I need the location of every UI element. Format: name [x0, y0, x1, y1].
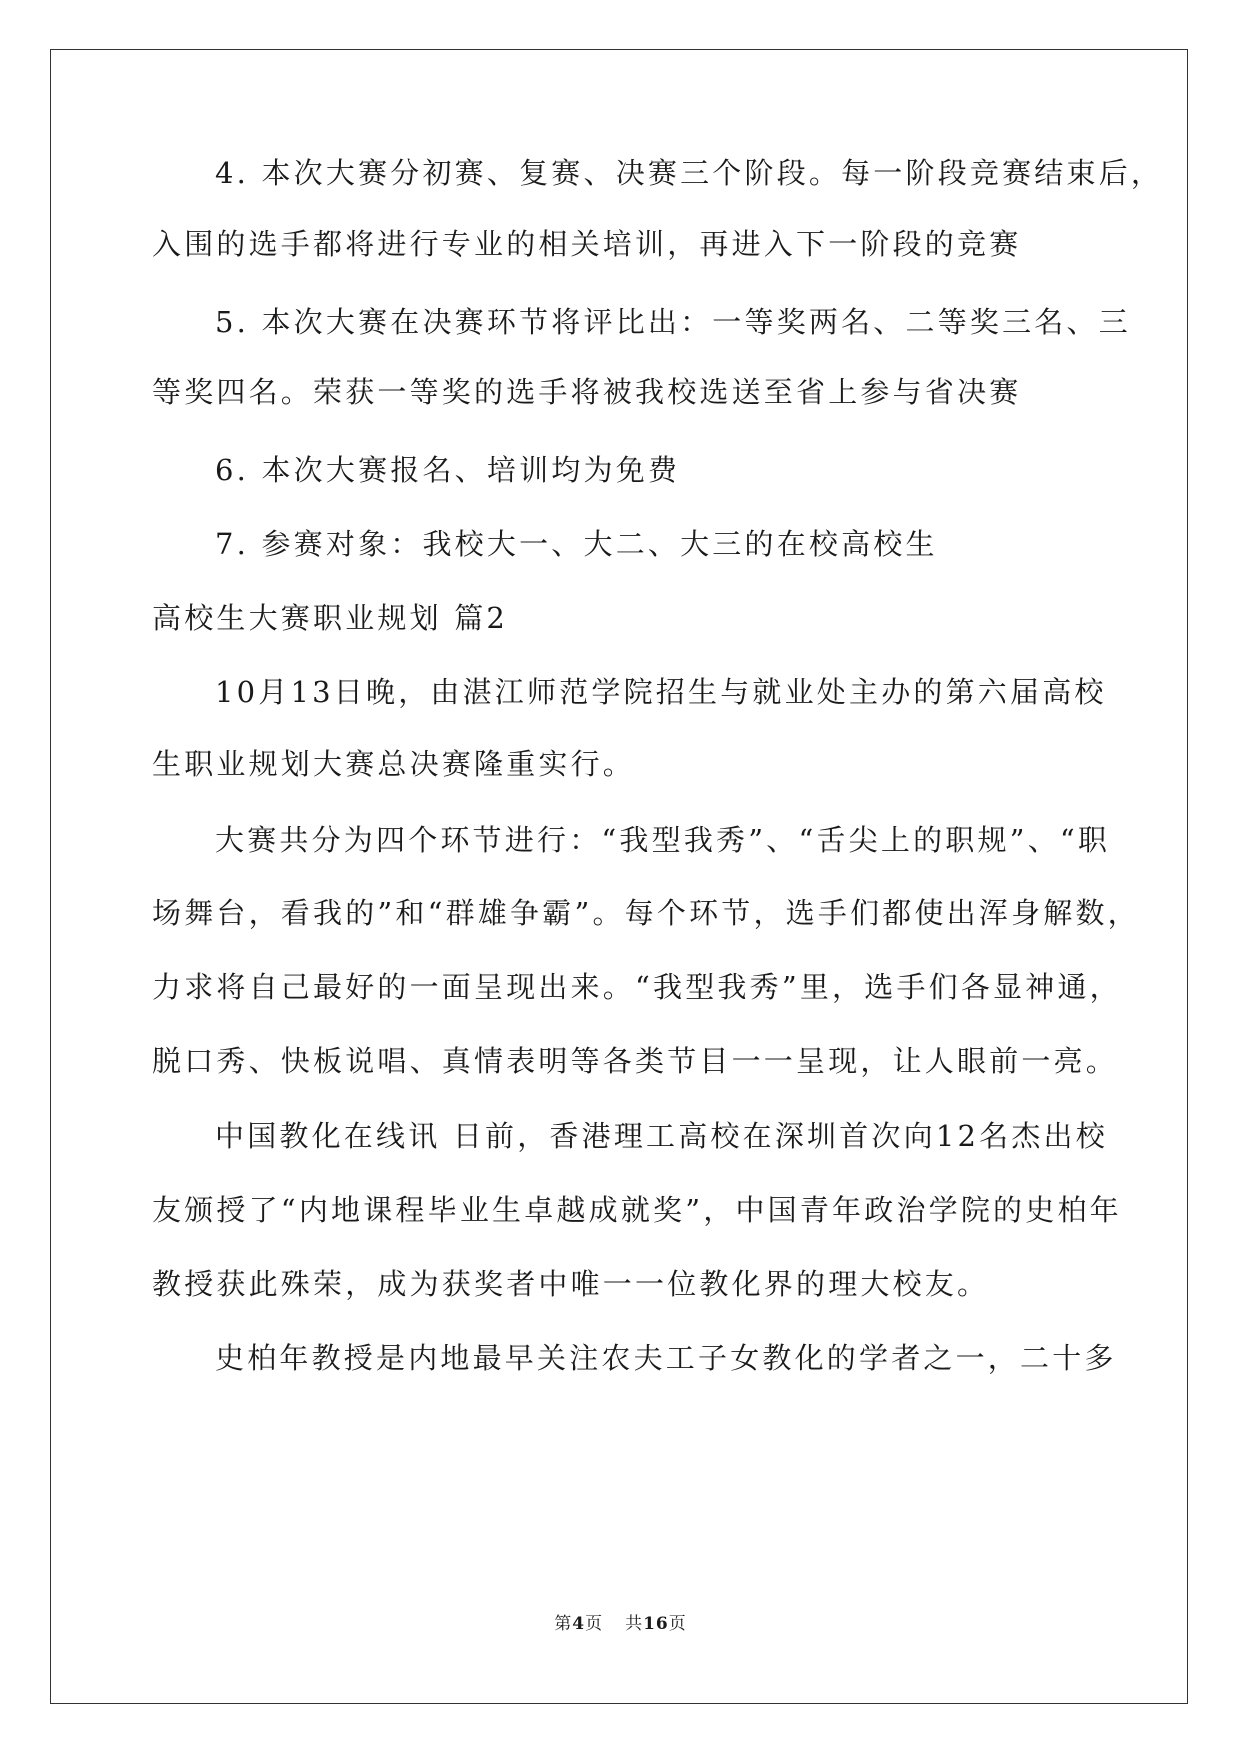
- footer-page-prefix: 第: [554, 1614, 573, 1634]
- page-footer: [0, 1612, 1241, 1636]
- paragraph-line: 友颁授了“内地课程毕业生卓越成就奖”，中国青年政治学院的史柏年: [152, 1193, 1122, 1227]
- paragraph-line: 生职业规划大赛总决赛隆重实行。: [152, 747, 636, 781]
- paragraph-line: 等奖四名。荣获一等奖的选手将被我校选送至省上参与省决赛: [152, 375, 1022, 409]
- paragraph-line: 大赛共分为四个环节进行：“我型我秀”、“舌尖上的职规”、“职: [215, 823, 1111, 857]
- paragraph-line: 10月13日晚，由湛江师范学院招生与就业处主办的第六届高校: [215, 675, 1107, 709]
- paragraph-line: 脱口秀、快板说唱、真情表明等各类节目一一呈现，让人眼前一亮。: [152, 1044, 1119, 1078]
- paragraph-line: 4. 本次大赛分初赛、复赛、决赛三个阶段。每一阶段竞赛结束后，: [215, 156, 1164, 190]
- footer-total-prefix: 共: [625, 1614, 644, 1634]
- paragraph-line: 中国教化在线讯 日前，香港理工高校在深圳首次向12名杰出校: [215, 1119, 1108, 1153]
- paragraph-line: 力求将自己最好的一面呈现出来。“我型我秀”里，选手们各显神通，: [152, 970, 1122, 1004]
- footer-total-suffix: 页: [668, 1614, 687, 1634]
- paragraph-line: 5. 本次大赛在决赛环节将评比出：一等奖两名、二等奖三名、三: [215, 305, 1131, 339]
- footer-total-pages: 16: [643, 1614, 669, 1634]
- paragraph-line: 6. 本次大赛报名、培训均为免费: [215, 453, 681, 487]
- footer-page-suffix: 页: [585, 1614, 604, 1634]
- page-border: [50, 49, 1188, 1704]
- paragraph-line: 入围的选手都将进行专业的相关培训，再进入下一阶段的竞赛: [152, 227, 1022, 261]
- paragraph-line: 史柏年教授是内地最早关注农夫工子女教化的学者之一，二十多: [215, 1341, 1117, 1375]
- paragraph-line: 7. 参赛对象：我校大一、大二、大三的在校高校生: [215, 527, 938, 561]
- footer-page-number: 4: [572, 1614, 586, 1634]
- paragraph-line: 教授获此殊荣，成为获奖者中唯一一位教化界的理大校友。: [152, 1267, 990, 1301]
- section-heading: 高校生大赛职业规划 篇2: [152, 601, 509, 635]
- paragraph-line: 场舞台，看我的”和“群雄争霸”。每个环节，选手们都使出浑身解数，: [152, 896, 1140, 930]
